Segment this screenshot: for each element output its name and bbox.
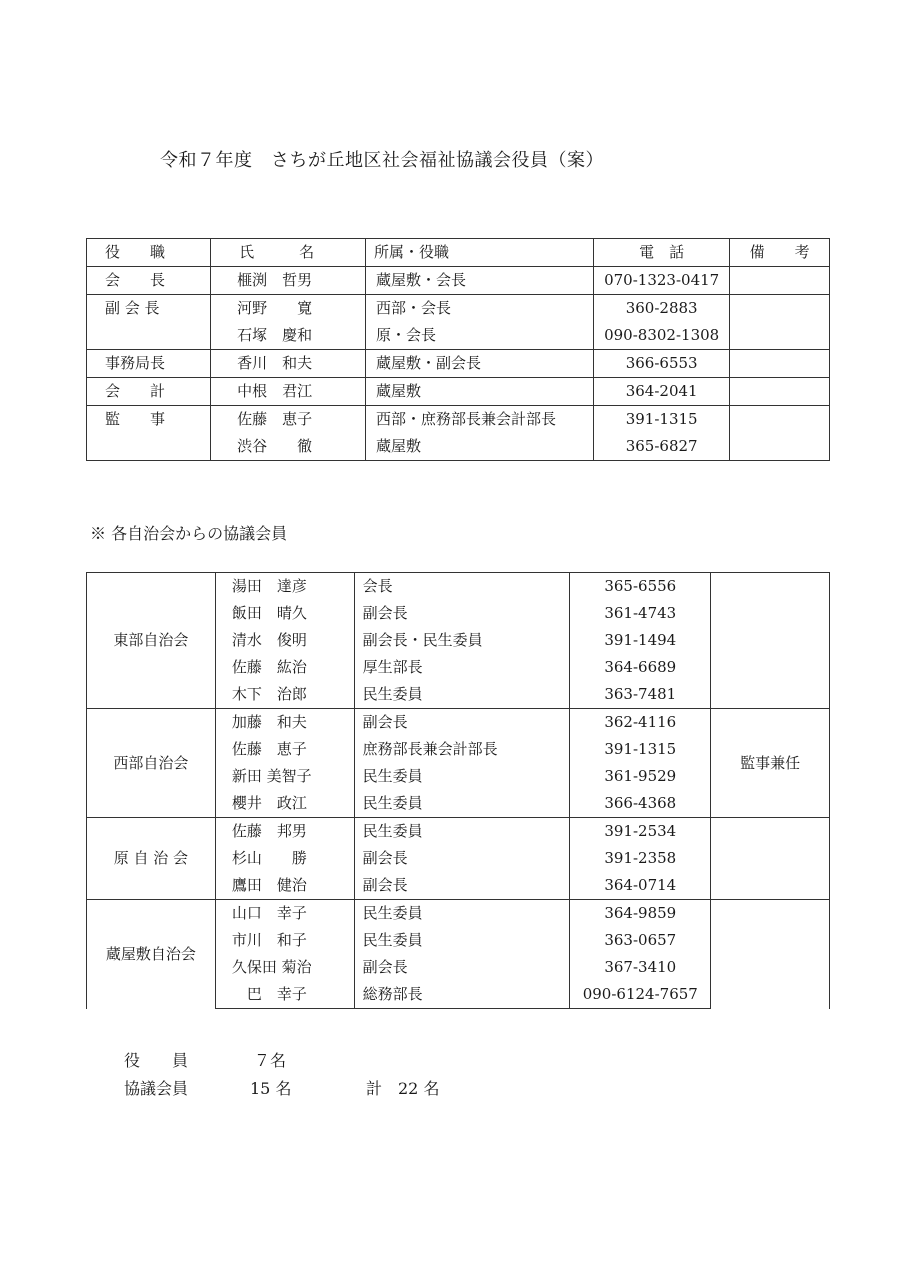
officer-affiliation: 蔵屋敷 bbox=[365, 433, 593, 461]
member-affiliation: 厚生部長 bbox=[354, 654, 570, 681]
member-phone: 364-9859 bbox=[570, 900, 711, 928]
officer-role: 副 会 長 bbox=[87, 295, 211, 323]
officer-note bbox=[730, 433, 830, 461]
member-affiliation: 副会長 bbox=[354, 872, 570, 900]
table-row bbox=[87, 573, 830, 601]
member-phone: 364-0714 bbox=[570, 872, 711, 900]
members-table bbox=[86, 572, 830, 1009]
member-phone: 391-1315 bbox=[570, 736, 711, 763]
officer-name: 中根 君江 bbox=[211, 378, 366, 406]
header-role: 役 職 bbox=[87, 239, 211, 267]
summary-members-label: 協議会員 bbox=[124, 1079, 189, 1098]
association-note bbox=[711, 818, 830, 900]
summary-members-count: 15 名 bbox=[250, 1079, 292, 1098]
member-name: 清水 俊明 bbox=[215, 627, 354, 654]
member-affiliation: 副会長 bbox=[354, 600, 570, 627]
member-phone: 391-1494 bbox=[570, 627, 711, 654]
member-affiliation: 副会長 bbox=[354, 954, 570, 981]
member-name: 木下 治郎 bbox=[215, 681, 354, 709]
officer-phone: 391-1315 bbox=[594, 406, 730, 434]
officer-phone: 360-2883 bbox=[594, 295, 730, 323]
member-name: 湯田 達彦 bbox=[215, 573, 354, 601]
officer-note bbox=[730, 267, 830, 295]
officer-role: 事務局長 bbox=[87, 350, 211, 378]
officer-affiliation: 西部・会長 bbox=[365, 295, 593, 323]
summary-officers-count: ７名 bbox=[254, 1051, 287, 1070]
table-row bbox=[87, 350, 830, 378]
officers-header-row bbox=[87, 239, 830, 267]
association-name: 西部自治会 bbox=[87, 709, 216, 818]
member-affiliation: 民生委員 bbox=[354, 927, 570, 954]
header-note: 備 考 bbox=[730, 239, 830, 267]
table-row bbox=[87, 295, 830, 323]
officer-name: 香川 和夫 bbox=[211, 350, 366, 378]
member-affiliation: 副会長 bbox=[354, 845, 570, 872]
member-phone: 361-9529 bbox=[570, 763, 711, 790]
table-row bbox=[87, 267, 830, 295]
member-affiliation: 会長 bbox=[354, 573, 570, 601]
officer-role: 会 計 bbox=[87, 378, 211, 406]
member-name: 飯田 晴久 bbox=[215, 600, 354, 627]
officer-note bbox=[730, 406, 830, 434]
officer-affiliation: 蔵屋敷・副会長 bbox=[365, 350, 593, 378]
member-name: 櫻井 政江 bbox=[215, 790, 354, 818]
member-affiliation: 庶務部長兼会計部長 bbox=[354, 736, 570, 763]
member-phone: 363-7481 bbox=[570, 681, 711, 709]
member-phone: 363-0657 bbox=[570, 927, 711, 954]
table-row bbox=[87, 406, 830, 434]
officer-phone: 090-8302-1308 bbox=[594, 322, 730, 350]
member-name: 加藤 和夫 bbox=[215, 709, 354, 737]
officer-role: 監 事 bbox=[87, 406, 211, 434]
member-name: 巴 幸子 bbox=[215, 981, 354, 1009]
officer-role: 会 長 bbox=[87, 267, 211, 295]
association-name: 蔵屋敷自治会 bbox=[87, 900, 216, 1009]
officer-note bbox=[730, 322, 830, 350]
member-phone: 361-4743 bbox=[570, 600, 711, 627]
member-name: 新田 美智子 bbox=[215, 763, 354, 790]
header-tel: 電 話 bbox=[594, 239, 730, 267]
member-name: 鷹田 健治 bbox=[215, 872, 354, 900]
officer-name: 石塚 慶和 bbox=[211, 322, 366, 350]
header-aff: 所属・役職 bbox=[365, 239, 593, 267]
member-name: 久保田 菊治 bbox=[215, 954, 354, 981]
member-phone: 367-3410 bbox=[570, 954, 711, 981]
member-affiliation: 民生委員 bbox=[354, 790, 570, 818]
officer-name: 渋谷 徹 bbox=[211, 433, 366, 461]
member-phone: 364-6689 bbox=[570, 654, 711, 681]
officer-affiliation: 原・会長 bbox=[365, 322, 593, 350]
officers-table bbox=[86, 238, 830, 461]
member-phone: 366-4368 bbox=[570, 790, 711, 818]
officer-name: 榧渕 哲男 bbox=[211, 267, 366, 295]
member-affiliation: 副会長 bbox=[354, 709, 570, 737]
association-name: 東部自治会 bbox=[87, 573, 216, 709]
officer-affiliation: 西部・庶務部長兼会計部長 bbox=[365, 406, 593, 434]
member-name: 山口 幸子 bbox=[215, 900, 354, 928]
member-name: 佐藤 恵子 bbox=[215, 736, 354, 763]
member-affiliation: 民生委員 bbox=[354, 818, 570, 846]
table-row bbox=[87, 709, 830, 737]
officer-role bbox=[87, 433, 211, 461]
member-name: 市川 和子 bbox=[215, 927, 354, 954]
document-title: 令和７年度 さちが丘地区社会福祉協議会役員（案） bbox=[160, 150, 604, 171]
member-affiliation: 副会長・民生委員 bbox=[354, 627, 570, 654]
association-name: 原 自 治 会 bbox=[87, 818, 216, 900]
officer-name: 佐藤 恵子 bbox=[211, 406, 366, 434]
member-phone: 090-6124-7657 bbox=[570, 981, 711, 1009]
member-affiliation: 総務部長 bbox=[354, 981, 570, 1009]
member-name: 佐藤 邦男 bbox=[215, 818, 354, 846]
officer-affiliation: 蔵屋敷 bbox=[365, 378, 593, 406]
officer-phone: 070-1323-0417 bbox=[594, 267, 730, 295]
officer-note bbox=[730, 350, 830, 378]
member-affiliation: 民生委員 bbox=[354, 900, 570, 928]
header-name: 氏 名 bbox=[211, 239, 366, 267]
officer-name: 河野 寛 bbox=[211, 295, 366, 323]
officer-phone: 364-2041 bbox=[594, 378, 730, 406]
member-name: 杉山 勝 bbox=[215, 845, 354, 872]
table-row bbox=[87, 322, 830, 350]
association-note: 監事兼任 bbox=[711, 709, 830, 818]
officer-role bbox=[87, 322, 211, 350]
member-phone: 391-2534 bbox=[570, 818, 711, 846]
summary-total: 計 22 名 bbox=[366, 1079, 440, 1098]
table-row bbox=[87, 818, 830, 846]
officer-phone: 365-6827 bbox=[594, 433, 730, 461]
table-row bbox=[87, 378, 830, 406]
member-affiliation: 民生委員 bbox=[354, 763, 570, 790]
officer-note bbox=[730, 295, 830, 323]
member-phone: 391-2358 bbox=[570, 845, 711, 872]
association-note bbox=[711, 573, 830, 709]
member-section-note: ※ 各自治会からの協議会員 bbox=[90, 524, 288, 543]
table-row bbox=[87, 433, 830, 461]
member-phone: 362-4116 bbox=[570, 709, 711, 737]
officer-phone: 366-6553 bbox=[594, 350, 730, 378]
summary-officers-label: 役 員 bbox=[124, 1051, 189, 1070]
member-name: 佐藤 紘治 bbox=[215, 654, 354, 681]
association-note bbox=[711, 900, 830, 1009]
member-phone: 365-6556 bbox=[570, 573, 711, 601]
officer-note bbox=[730, 378, 830, 406]
member-affiliation: 民生委員 bbox=[354, 681, 570, 709]
officer-affiliation: 蔵屋敷・会長 bbox=[365, 267, 593, 295]
table-row bbox=[87, 900, 830, 928]
